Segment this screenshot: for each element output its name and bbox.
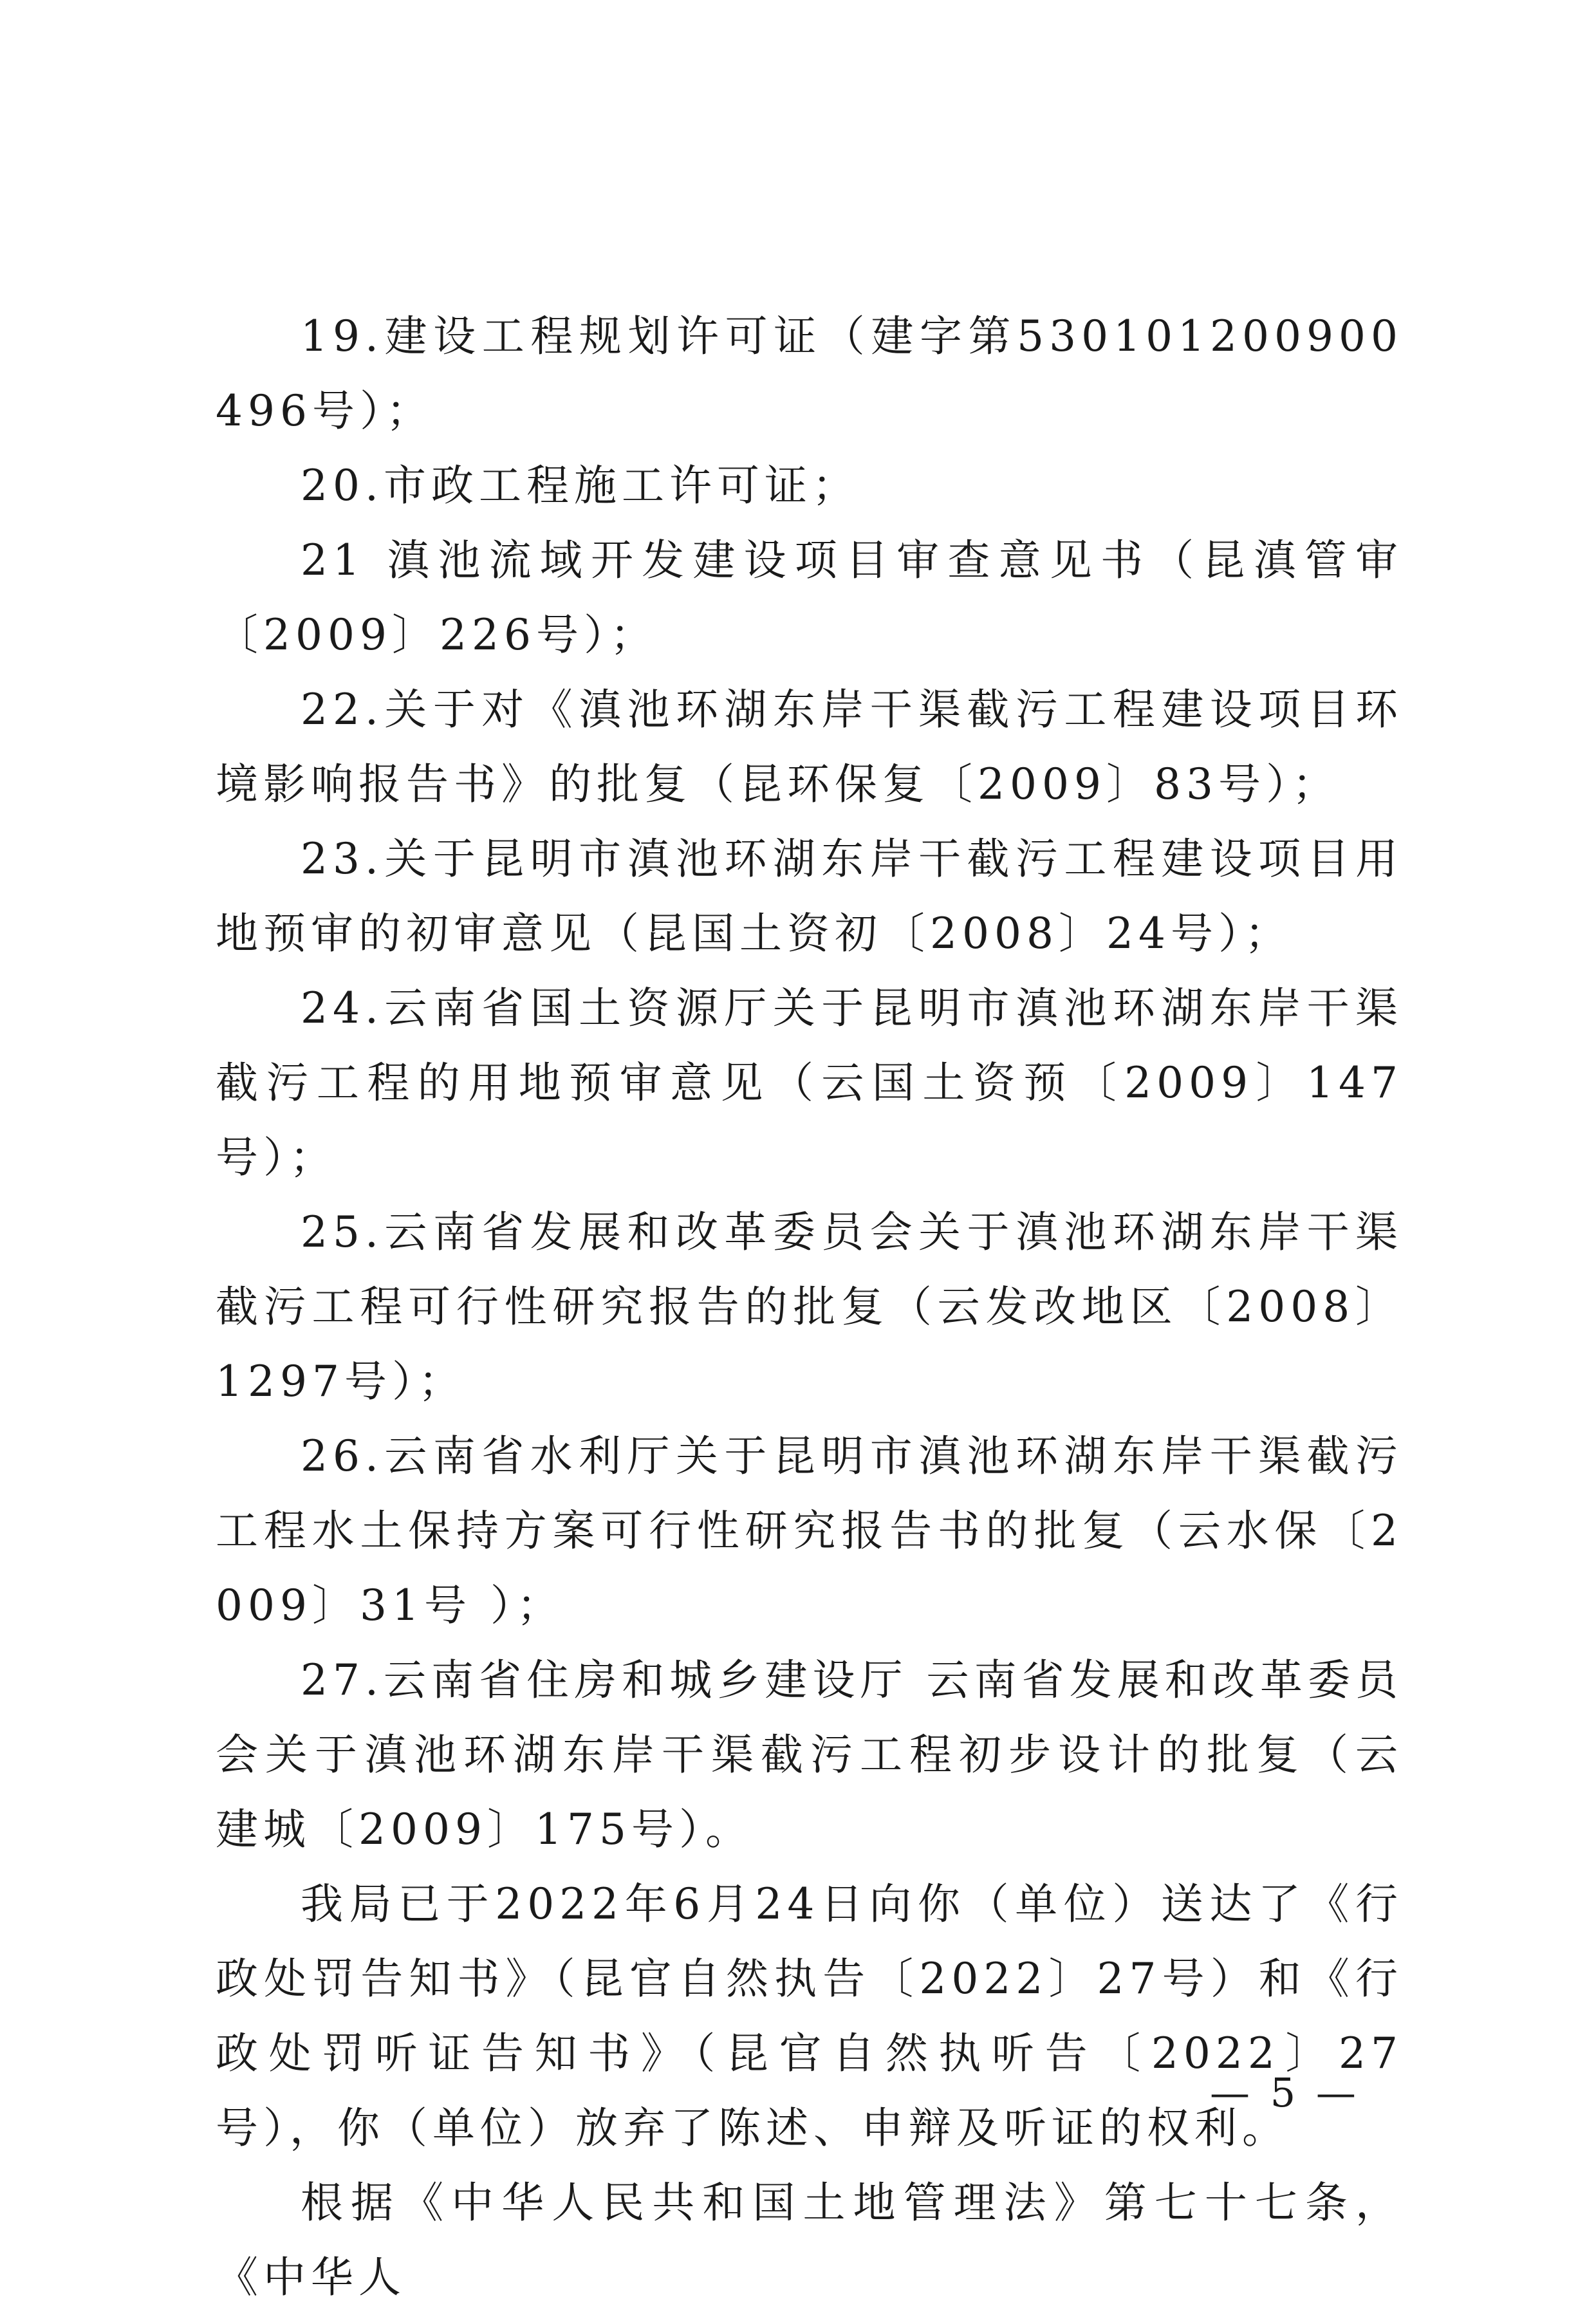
paragraph-item-27: 27.云南省住房和城乡建设厅 云南省发展和改革委员会关于滇池环湖东岸干渠截污工程初步设计的批复（云建城〔2009〕175号）。	[216, 1655, 1403, 1854]
page-number: — 5 —	[1210, 2069, 1360, 2116]
paragraph-item-23: 23.关于昆明市滇池环湖东岸干截污工程建设项目用地预审的初审意见（昆国土资初〔2008〕24号）；	[216, 834, 1403, 958]
paragraph-legal-basis: 根据《中华人民共和国土地管理法》第七十七条，《中华人	[216, 2178, 1403, 2302]
paragraph-item-24: 24.云南省国土资源厅关于昆明市滇池环湖东岸干渠截污工程的用地预审意见（云国土资预〔2009〕147号）；	[216, 983, 1403, 1182]
paragraph-item-19: 19.建设工程规划许可证（建字第530101200900496号）；	[216, 311, 1403, 436]
paragraph-item-25: 25.云南省发展和改革委员会关于滇池环湖东岸干渠截污工程可行性研究报告的批复（云发改地区〔2008〕1297号）；	[216, 1207, 1403, 1406]
paragraph-item-20: 20.市政工程施工许可证；	[301, 461, 860, 510]
paragraph-item-21: 21 滇池流域开发建设项目审查意见书（昆滇管审〔2009〕226号）；	[216, 535, 1403, 660]
paragraph-notice-delivery: 我局已于2022年6月24日向你（单位）送达了《行政处罚告知书》（昆官自然执告〔2022〕27号）和《行政处罚听证告知书》（昆官自然执听告〔2022〕27号），你（单位）放弃了陈述、申辩及听证的权利。	[216, 1879, 1403, 2153]
document-body	[216, 299, 1403, 2315]
paragraph-item-22: 22.关于对《滇池环湖东岸干渠截污工程建设项目环境影响报告书》的批复（昆环保复〔2009〕83号）；	[216, 685, 1403, 809]
paragraph-item-26: 26.云南省水利厅关于昆明市滇池环湖东岸干渠截污工程水土保持方案可行性研究报告书的批复（云水保〔2009〕31号 ）；	[216, 1431, 1403, 1630]
